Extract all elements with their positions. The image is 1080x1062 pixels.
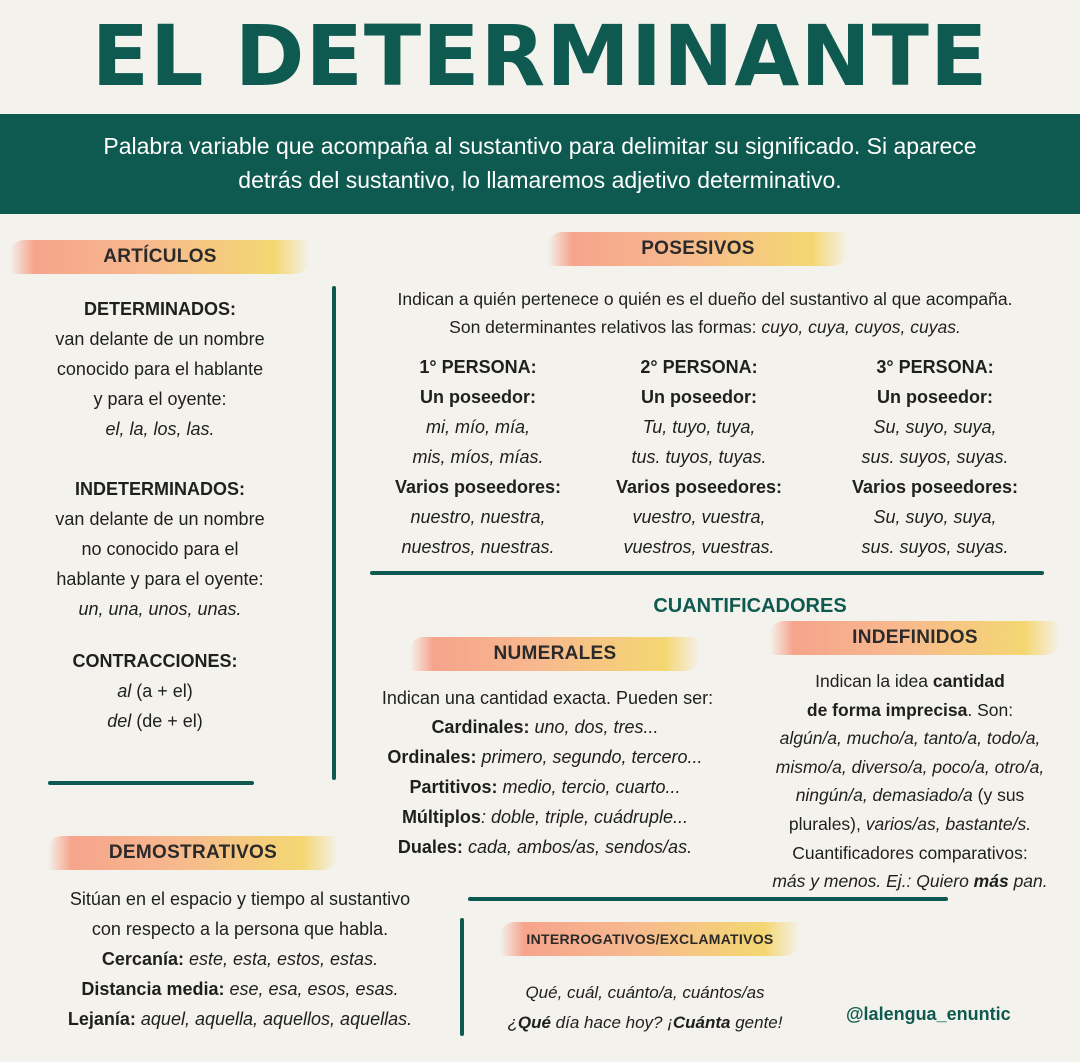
posesivo-forms: Su, suyo, suya, [873,507,997,527]
persona-title: 3° PERSONA: [876,357,994,377]
numeral-item [345,802,745,832]
example-text: día hace hoy? ¡ [550,1013,673,1032]
posesivo-forms: vuestros, vuestras. [623,537,775,557]
contraccion-word: al [117,681,132,701]
un-poseedor-label: Un poseedor: [419,387,536,407]
comparativos-emphasis: más [973,871,1009,892]
numerales-list [345,712,745,862]
numerales-heading: NUMERALES [410,637,700,671]
indefinidos-forms: mismo/a, diverso/a, poco/a, otro/a, [775,756,1045,777]
example-emphasis: Qué [517,1013,551,1032]
indefinidos-line [752,781,1068,810]
determinados-line: y para el oyente: [93,389,227,409]
varios-poseedores-label: Varios poseedores: [394,477,562,497]
definition-line-1: Palabra variable que acompaña al sustantivo para delimitar su significado. Si aparece [103,133,977,159]
indeterminados-examples: un, una, unos, unas. [78,599,242,619]
posesivos-column-1 [363,352,593,562]
articulos-indeterminados [20,474,300,624]
comparativos-label: Cuantificadores comparativos: [792,842,1028,863]
numeral-label: Cardinales: [431,717,530,737]
comparativos-forms: más y menos. Ej.: Quiero [772,871,974,892]
demostrativo-item [10,944,470,974]
posesivos-heading: POSESIVOS [548,232,848,266]
numeral-label: Múltiplos [401,807,481,827]
posesivo-forms: tus. tuyos, tuyas. [631,447,767,467]
posesivos-intro-text: Son determinantes relativos las formas: [449,317,762,337]
un-poseedor-label: Un poseedor: [876,387,993,407]
posesivo-forms: Su, suyo, suya, [873,417,997,437]
posesivos-column-2 [584,352,814,562]
un-poseedor-label: Un poseedor: [640,387,757,407]
demostrativo-label: Cercanía: [101,949,184,969]
demostrativo-forms: aquel, aquella, aquellos, aquellas. [135,1009,413,1029]
numeral-examples: primero, segundo, tercero... [476,747,703,767]
left-column-divider [332,286,336,780]
numeral-item [345,742,745,772]
indefinidos-emphasis: de forma imprecisa [806,699,968,720]
posesivos-intro-2 [345,312,1065,342]
contraccion-al [20,676,290,706]
posesivo-forms: mi, mío, mía, [425,417,530,437]
numeral-examples: uno, dos, tres... [529,717,659,737]
example-emphasis: Cuánta [672,1013,731,1032]
indefinidos-forms: algún/a, mucho/a, tanto/a, todo/a, [779,728,1041,749]
indefinidos-intro: . Son: [967,699,1014,720]
numeral-label: Partitivos: [409,777,498,797]
determinados-title: DETERMINADOS: [84,299,236,319]
demostrativo-label: Distancia media: [81,979,225,999]
demostrativo-item [10,974,470,1004]
posesivo-forms: nuestros, nuestras. [401,537,555,557]
demostrativos-text [10,884,470,1034]
posesivos-column-3 [820,352,1050,562]
cuantificadores-heading: CUANTIFICADORES [653,595,847,617]
numeral-examples: medio, tercio, cuarto... [497,777,681,797]
demostrativo-label: Lejanía: [67,1009,136,1029]
posesivo-forms: nuestro, nuestra, [410,507,546,527]
indefinidos-forms: ningún/a, demasiado/a [795,785,973,806]
demostrativo-forms: este, esta, estos, estas. [183,949,379,969]
numeral-item [345,772,745,802]
contraccion-meaning: (a + el) [131,681,193,701]
demostrativos-line: Sitúan en el espacio y tiempo al sustantivo [69,889,411,909]
comparativos-forms: pan. [1008,871,1048,892]
demostrativos-heading: DEMOSTRATIVOS [48,836,338,870]
numeral-item [345,832,745,862]
bottom-column-divider [460,918,464,1036]
determinados-examples: el, la, los, las. [105,419,215,439]
articulos-heading: ARTÍCULOS [10,240,310,274]
indeterminados-line: van delante de un nombre [55,509,265,529]
contraccion-word: del [107,711,132,731]
articulos-determinados [20,294,300,444]
posesivos-divider [370,571,1044,575]
indefinidos-line [752,696,1068,725]
numeral-examples: cada, ambos/as, sendos/as. [462,837,693,857]
posesivo-forms: vuestro, vuestra, [632,507,766,527]
posesivo-forms: sus. suyos, suyas. [861,537,1009,557]
definition-banner [0,114,1080,214]
numeral-label: Ordinales: [387,747,477,767]
posesivo-forms: Tu, tuyo, tuya, [642,417,756,437]
determinados-line: van delante de un nombre [55,329,265,349]
indefinidos-emphasis: cantidad [932,671,1005,691]
posesivos-intro-1: Indican a quién pertenece o quién es el dueño del sustantivo al que acompaña. [397,289,1013,309]
definition-line-2: detrás del sustantivo, lo llamaremos adjetivo determinativo. [238,167,842,193]
numeral-item [345,712,745,742]
indeterminados-line: hablante y para el oyente: [56,569,264,589]
interrogativos-example [470,1008,820,1038]
indeterminados-title: INDETERMINADOS: [75,479,245,499]
posesivos-relativos: cuyo, cuya, cuyos, cuyas. [761,317,961,337]
author-handle: @lalengua_enuntic [846,1004,1011,1024]
indefinidos-note: plurales), [788,813,866,834]
indefinidos-line [752,667,1068,696]
indefinidos-forms: varios/as, bastante/s. [865,813,1032,834]
demostrativos-line: con respecto a la persona que habla. [91,919,389,939]
numeral-examples: : doble, triple, cuádruple... [480,807,689,827]
contraccion-del [20,706,290,736]
contraccion-meaning: (de + el) [131,711,203,731]
persona-title: 1° PERSONA: [419,357,537,377]
indefinidos-note: (y sus [972,785,1025,806]
varios-poseedores-label: Varios poseedores: [615,477,783,497]
indefinidos-line [752,810,1068,839]
demostrativo-item [10,1004,470,1034]
varios-poseedores-label: Varios poseedores: [851,477,1019,497]
demostrativo-forms: ese, esa, esos, esas. [224,979,399,999]
interrogativos-text [470,978,820,1038]
example-text: gente! [730,1013,783,1032]
numerales-intro: Indican una cantidad exacta. Pueden ser: [381,688,714,708]
interrogativos-forms: Qué, cuál, cuánto/a, cuántos/as [525,983,765,1002]
indefinidos-intro: Indican la idea [815,671,933,691]
posesivo-forms: sus. suyos, suyas. [861,447,1009,467]
articulos-divider [48,781,254,785]
indefinidos-text [752,667,1068,896]
numeral-label: Duales: [397,837,463,857]
page-title: EL DETERMINANTE [91,7,989,105]
indefinidos-heading: INDEFINIDOS [770,621,1060,655]
determinados-line: conocido para el hablante [56,359,264,379]
posesivo-forms: mis, míos, mías. [412,447,544,467]
cuantificadores-divider [468,897,948,901]
contracciones-title: CONTRACCIONES: [72,651,238,671]
interrogativos-heading: INTERROGATIVOS/EXCLAMATIVOS [500,922,800,956]
comparativos-example [752,867,1068,896]
persona-title: 2° PERSONA: [640,357,758,377]
example-text: ¿ [507,1013,518,1032]
indeterminados-line: no conocido para el [81,539,239,559]
